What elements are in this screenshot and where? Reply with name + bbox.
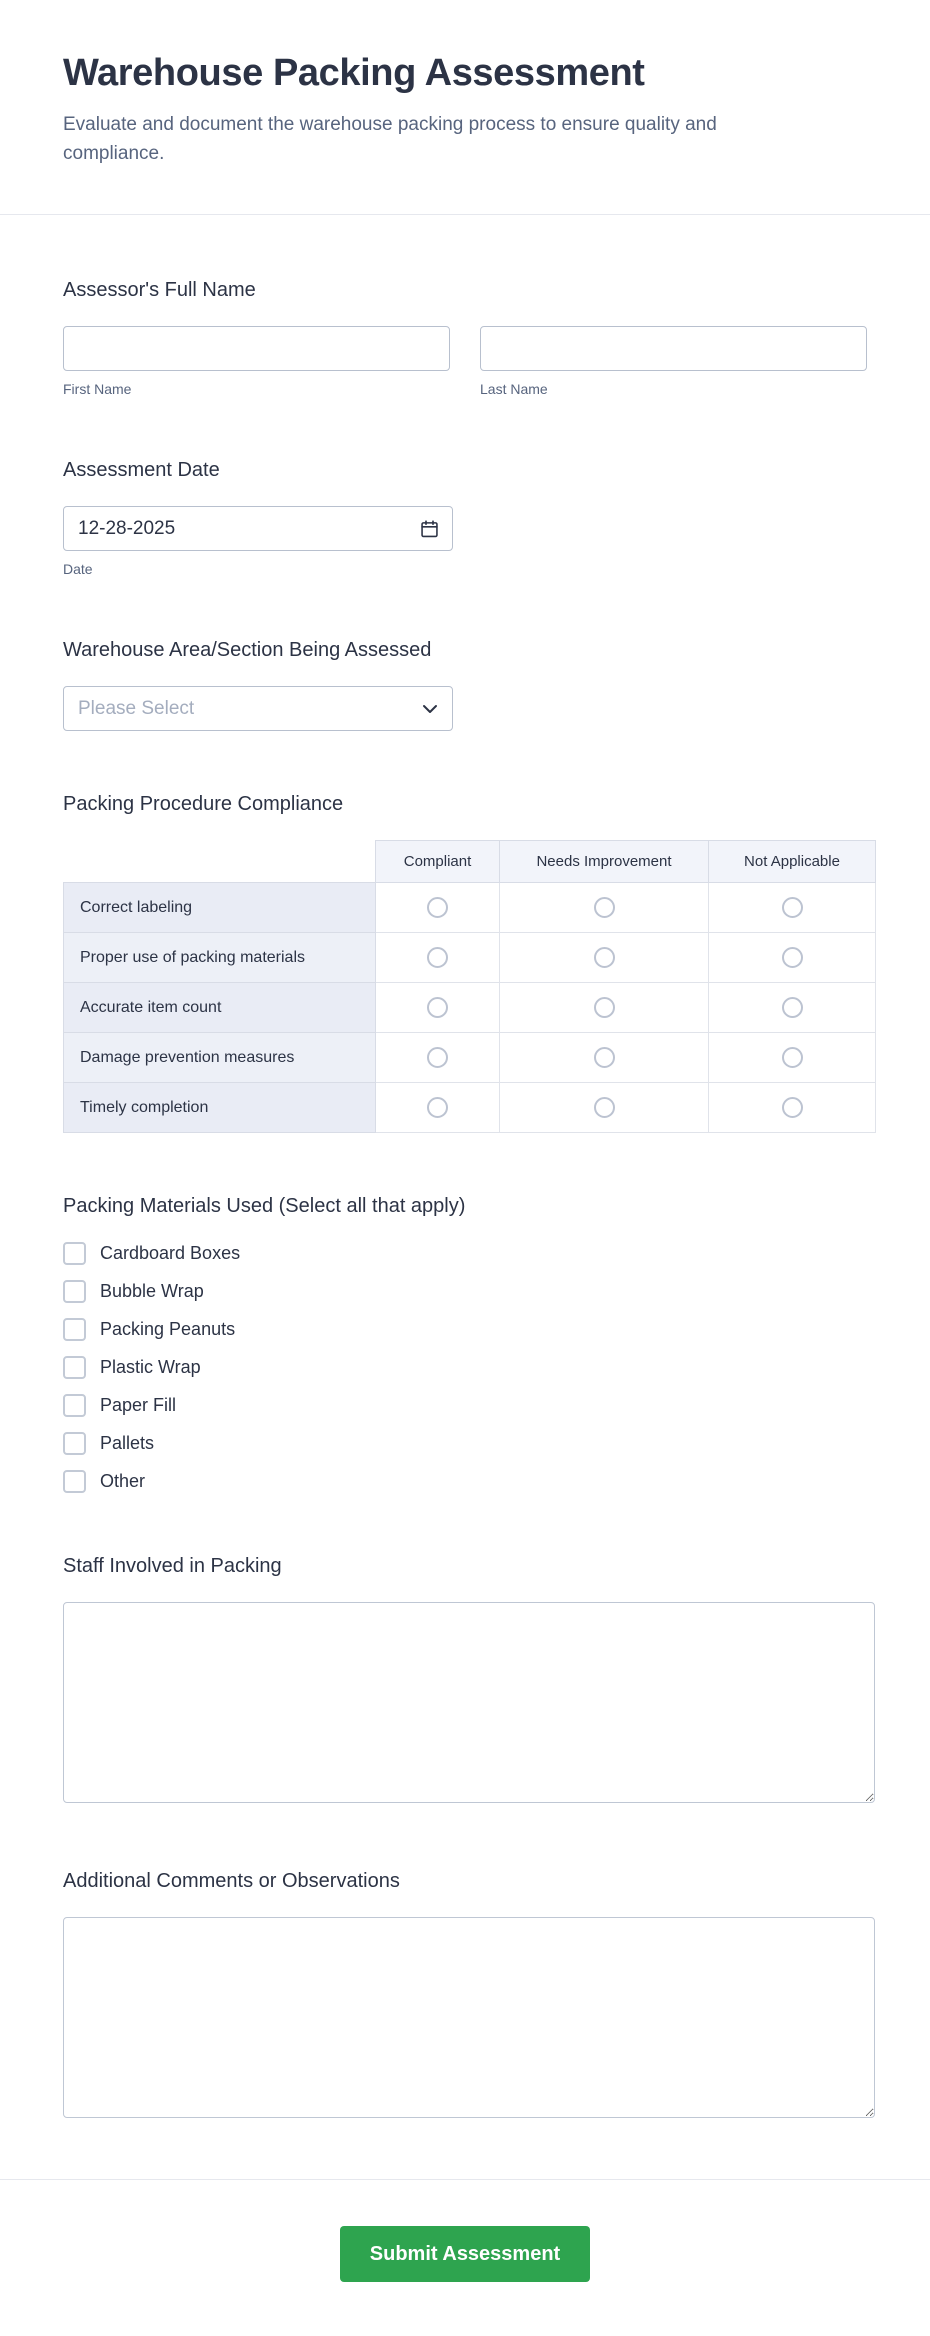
checkbox-option-label: Paper Fill xyxy=(100,1395,177,1415)
form-subtitle: Evaluate and document the warehouse packing process to ensure quality and compliance. xyxy=(63,114,717,164)
checkbox[interactable] xyxy=(63,1470,86,1493)
matrix-radio[interactable] xyxy=(782,947,803,968)
compliance-matrix-label: Packing Procedure Compliance xyxy=(63,793,344,815)
field-warehouse-area xyxy=(63,639,867,731)
date-sublabel: Date xyxy=(63,561,93,577)
matrix-col-header: Compliant xyxy=(376,841,500,883)
matrix-radio[interactable] xyxy=(427,1047,448,1068)
date-input-wrap xyxy=(63,506,453,551)
submit-button[interactable]: Submit Assessment xyxy=(340,2226,590,2282)
matrix-radio[interactable] xyxy=(594,997,615,1018)
checkbox-option[interactable] xyxy=(63,1318,867,1341)
matrix-cell xyxy=(376,983,500,1033)
checkbox-option[interactable] xyxy=(63,1394,867,1417)
checkbox-option[interactable] xyxy=(63,1356,867,1379)
matrix-row xyxy=(64,883,876,933)
checkbox-option[interactable] xyxy=(63,1432,867,1455)
matrix-radio[interactable] xyxy=(782,897,803,918)
matrix-radio[interactable] xyxy=(782,1047,803,1068)
checkbox[interactable] xyxy=(63,1280,86,1303)
matrix-row xyxy=(64,933,876,983)
matrix-radio[interactable] xyxy=(594,897,615,918)
submit-bar xyxy=(0,2179,930,2336)
checkbox[interactable] xyxy=(63,1432,86,1455)
date-input[interactable] xyxy=(63,506,453,551)
matrix-cell xyxy=(709,1033,876,1083)
checkbox-option[interactable] xyxy=(63,1470,867,1493)
matrix-cell xyxy=(500,983,709,1033)
last-name-sublabel: Last Name xyxy=(480,381,548,397)
form-header xyxy=(0,0,930,215)
assessor-name-label: Assessor's Full Name xyxy=(63,279,256,301)
checkbox-option-label: Other xyxy=(100,1471,146,1491)
matrix-cell xyxy=(376,883,500,933)
additional-comments-label: Additional Comments or Observations xyxy=(63,1870,400,1892)
matrix-radio[interactable] xyxy=(594,1097,615,1118)
matrix-header-row xyxy=(64,841,876,883)
assessment-date-label: Assessment Date xyxy=(63,459,220,481)
checkbox-option-label: Packing Peanuts xyxy=(100,1319,236,1339)
last-name-col xyxy=(480,326,867,397)
matrix-cell xyxy=(500,933,709,983)
first-name-sublabel: First Name xyxy=(63,381,132,397)
checkbox[interactable] xyxy=(63,1242,86,1265)
matrix-row-label: Proper use of packing materials xyxy=(64,933,376,983)
matrix-radio[interactable] xyxy=(427,997,448,1018)
checkbox-option-label: Bubble Wrap xyxy=(100,1281,204,1301)
compliance-matrix-table xyxy=(63,840,876,1133)
checkbox[interactable] xyxy=(63,1394,86,1417)
form-title: Warehouse Packing Assessment xyxy=(63,52,645,94)
warehouse-area-select-wrap xyxy=(63,686,453,731)
matrix-row-label: Damage prevention measures xyxy=(64,1033,376,1083)
field-staff-involved xyxy=(63,1555,867,1808)
last-name-input[interactable] xyxy=(480,326,867,371)
field-packing-materials xyxy=(63,1195,867,1493)
field-compliance-matrix xyxy=(63,793,867,1133)
additional-comments-textarea[interactable] xyxy=(63,1917,875,2118)
matrix-row-label: Timely completion xyxy=(64,1083,376,1133)
matrix-cell xyxy=(500,1083,709,1133)
warehouse-area-select[interactable] xyxy=(63,686,453,731)
matrix-radio[interactable] xyxy=(782,1097,803,1118)
matrix-cell xyxy=(709,1083,876,1133)
matrix-radio[interactable] xyxy=(782,997,803,1018)
first-name-input[interactable] xyxy=(63,326,450,371)
packing-materials-label: Packing Materials Used (Select all that apply) xyxy=(63,1195,466,1217)
checkbox[interactable] xyxy=(63,1318,86,1341)
staff-involved-label: Staff Involved in Packing xyxy=(63,1555,282,1577)
field-assessor-name xyxy=(63,279,867,397)
form-body xyxy=(0,215,930,2123)
matrix-radio[interactable] xyxy=(594,947,615,968)
matrix-row xyxy=(64,983,876,1033)
checkbox-option-label: Cardboard Boxes xyxy=(100,1243,241,1263)
matrix-row xyxy=(64,1033,876,1083)
matrix-cell xyxy=(376,1083,500,1133)
first-name-col xyxy=(63,326,450,397)
matrix-row xyxy=(64,1083,876,1133)
matrix-cell xyxy=(376,933,500,983)
matrix-corner-cell xyxy=(64,841,376,883)
matrix-cell xyxy=(709,983,876,1033)
matrix-radio[interactable] xyxy=(427,897,448,918)
checkbox-option[interactable] xyxy=(63,1242,867,1265)
checkbox-option[interactable] xyxy=(63,1280,867,1303)
checkbox-option-label: Plastic Wrap xyxy=(100,1357,201,1377)
matrix-row-label: Accurate item count xyxy=(64,983,376,1033)
matrix-cell xyxy=(709,933,876,983)
matrix-row-label: Correct labeling xyxy=(64,883,376,933)
warehouse-area-label: Warehouse Area/Section Being Assessed xyxy=(63,639,432,661)
matrix-col-header: Not Applicable xyxy=(709,841,876,883)
matrix-cell xyxy=(500,1033,709,1083)
field-additional-comments xyxy=(63,1870,867,2123)
checkbox[interactable] xyxy=(63,1356,86,1379)
checkbox-option-label: Pallets xyxy=(100,1433,155,1453)
matrix-cell xyxy=(500,883,709,933)
matrix-radio[interactable] xyxy=(427,947,448,968)
staff-involved-textarea[interactable] xyxy=(63,1602,875,1803)
matrix-col-header: Needs Improvement xyxy=(500,841,709,883)
matrix-cell xyxy=(709,883,876,933)
matrix-radio[interactable] xyxy=(594,1047,615,1068)
packing-materials-list xyxy=(63,1242,867,1493)
matrix-cell xyxy=(376,1033,500,1083)
name-row xyxy=(63,326,867,397)
matrix-radio[interactable] xyxy=(427,1097,448,1118)
field-assessment-date xyxy=(63,459,867,577)
